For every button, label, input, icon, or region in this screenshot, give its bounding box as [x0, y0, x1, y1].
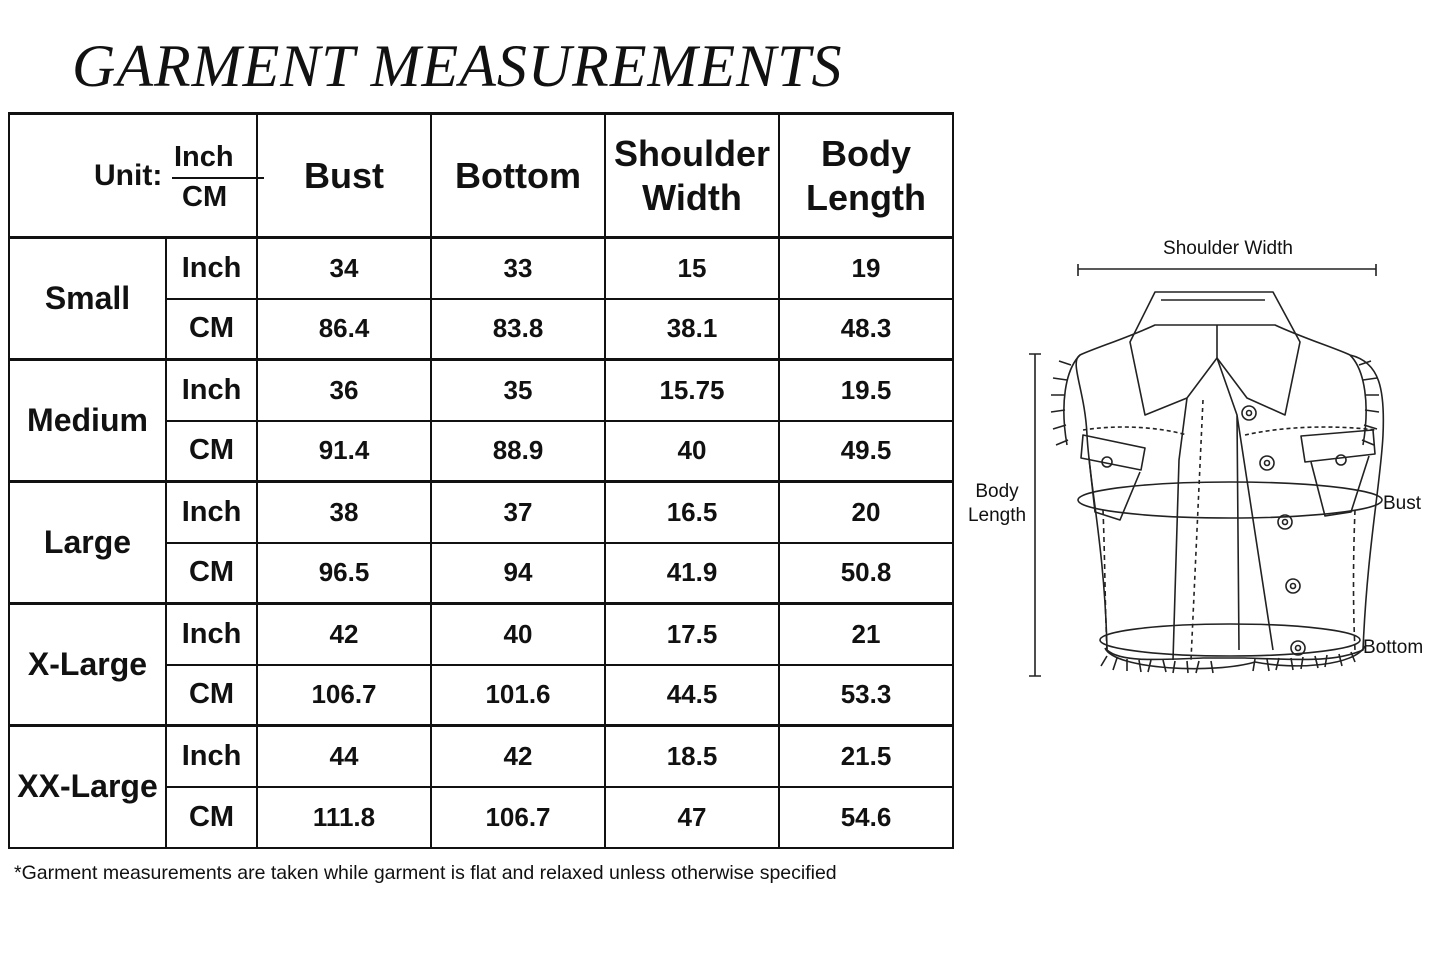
value-cell: 21 — [779, 604, 953, 665]
value-cell: 106.7 — [431, 787, 605, 848]
column-header-body-length — [779, 114, 953, 238]
value-cell: 88.9 — [431, 421, 605, 482]
value-cell: 18.5 — [605, 726, 779, 787]
value-cell: 38.1 — [605, 299, 779, 360]
value-cell: 37 — [431, 482, 605, 543]
unit-inch-label: Inch — [174, 141, 234, 173]
value-cell: 15.75 — [605, 360, 779, 421]
unit-divider — [172, 177, 264, 179]
unit-cell: CM — [166, 299, 257, 360]
column-header-shoulder-width — [605, 114, 779, 238]
value-cell: 34 — [257, 238, 431, 299]
value-cell: 42 — [257, 604, 431, 665]
size-name-cell: XX-Large — [9, 726, 166, 848]
value-cell: 40 — [605, 421, 779, 482]
value-cell: 20 — [779, 482, 953, 543]
value-cell: 86.4 — [257, 299, 431, 360]
value-cell: 33 — [431, 238, 605, 299]
value-cell: 54.6 — [779, 787, 953, 848]
unit-cell: CM — [166, 665, 257, 726]
value-cell: 106.7 — [257, 665, 431, 726]
value-cell: 48.3 — [779, 299, 953, 360]
unit-cell: CM — [166, 543, 257, 604]
value-cell: 91.4 — [257, 421, 431, 482]
value-cell: 35 — [431, 360, 605, 421]
value-cell: 40 — [431, 604, 605, 665]
body-length-label: Body Length — [967, 481, 1027, 526]
unit-cell: Inch — [166, 604, 257, 665]
column-header-line: Bottom — [455, 154, 581, 196]
value-cell: 19 — [779, 238, 953, 299]
value-cell: 44.5 — [605, 665, 779, 726]
value-cell: 96.5 — [257, 543, 431, 604]
unit-label: Unit: — [94, 159, 163, 192]
size-name-cell: X-Large — [9, 604, 166, 726]
value-cell: 53.3 — [779, 665, 953, 726]
value-cell: 15 — [605, 238, 779, 299]
unit-cell: CM — [166, 421, 257, 482]
value-cell: 21.5 — [779, 726, 953, 787]
size-name-cell: Small — [9, 238, 166, 360]
value-cell: 41.9 — [605, 543, 779, 604]
value-cell: 16.5 — [605, 482, 779, 543]
value-cell: 17.5 — [605, 604, 779, 665]
size-chart-table — [8, 112, 954, 849]
column-header-line: Bust — [304, 154, 384, 196]
column-header-bust — [257, 114, 431, 238]
value-cell: 42 — [431, 726, 605, 787]
body-length-bracket — [1029, 354, 1041, 676]
column-header-line: Width — [642, 176, 742, 218]
value-cell: 83.8 — [431, 299, 605, 360]
size-name-cell: Medium — [9, 360, 166, 482]
value-cell: 111.8 — [257, 787, 431, 848]
table-row — [9, 726, 953, 787]
unit-cell: Inch — [166, 238, 257, 299]
shoulder-width-label: Shoulder Width — [1163, 238, 1293, 259]
value-cell: 47 — [605, 787, 779, 848]
measurement-diagram — [955, 230, 1435, 700]
table-row — [9, 360, 953, 421]
unit-header-cell — [9, 114, 257, 238]
value-cell: 36 — [257, 360, 431, 421]
table-row — [9, 604, 953, 665]
denim-vest-icon — [1051, 292, 1383, 673]
shoulder-width-bracket — [1078, 264, 1376, 276]
table-row — [9, 482, 953, 543]
value-cell: 38 — [257, 482, 431, 543]
unit-cell: Inch — [166, 360, 257, 421]
column-header-line: Length — [806, 176, 926, 218]
value-cell: 94 — [431, 543, 605, 604]
page-title: GARMENT MEASUREMENTS — [72, 33, 843, 99]
table-row — [9, 238, 953, 299]
value-cell: 50.8 — [779, 543, 953, 604]
value-cell: 49.5 — [779, 421, 953, 482]
column-header-line: Shoulder — [613, 132, 770, 174]
value-cell: 101.6 — [431, 665, 605, 726]
value-cell: 19.5 — [779, 360, 953, 421]
column-header-line: Body — [821, 132, 911, 174]
unit-cell: CM — [166, 787, 257, 848]
value-cell: 44 — [257, 726, 431, 787]
size-name-cell: Large — [9, 482, 166, 604]
unit-cell: Inch — [166, 482, 257, 543]
bottom-label: Bottom — [1363, 637, 1424, 658]
footnote: *Garment measurements are taken while garment is flat and relaxed unless otherwise specified — [14, 862, 837, 884]
column-header-bottom — [431, 114, 605, 238]
unit-cm-label: CM — [182, 181, 228, 213]
bust-label: Bust — [1383, 493, 1422, 514]
unit-cell: Inch — [166, 726, 257, 787]
